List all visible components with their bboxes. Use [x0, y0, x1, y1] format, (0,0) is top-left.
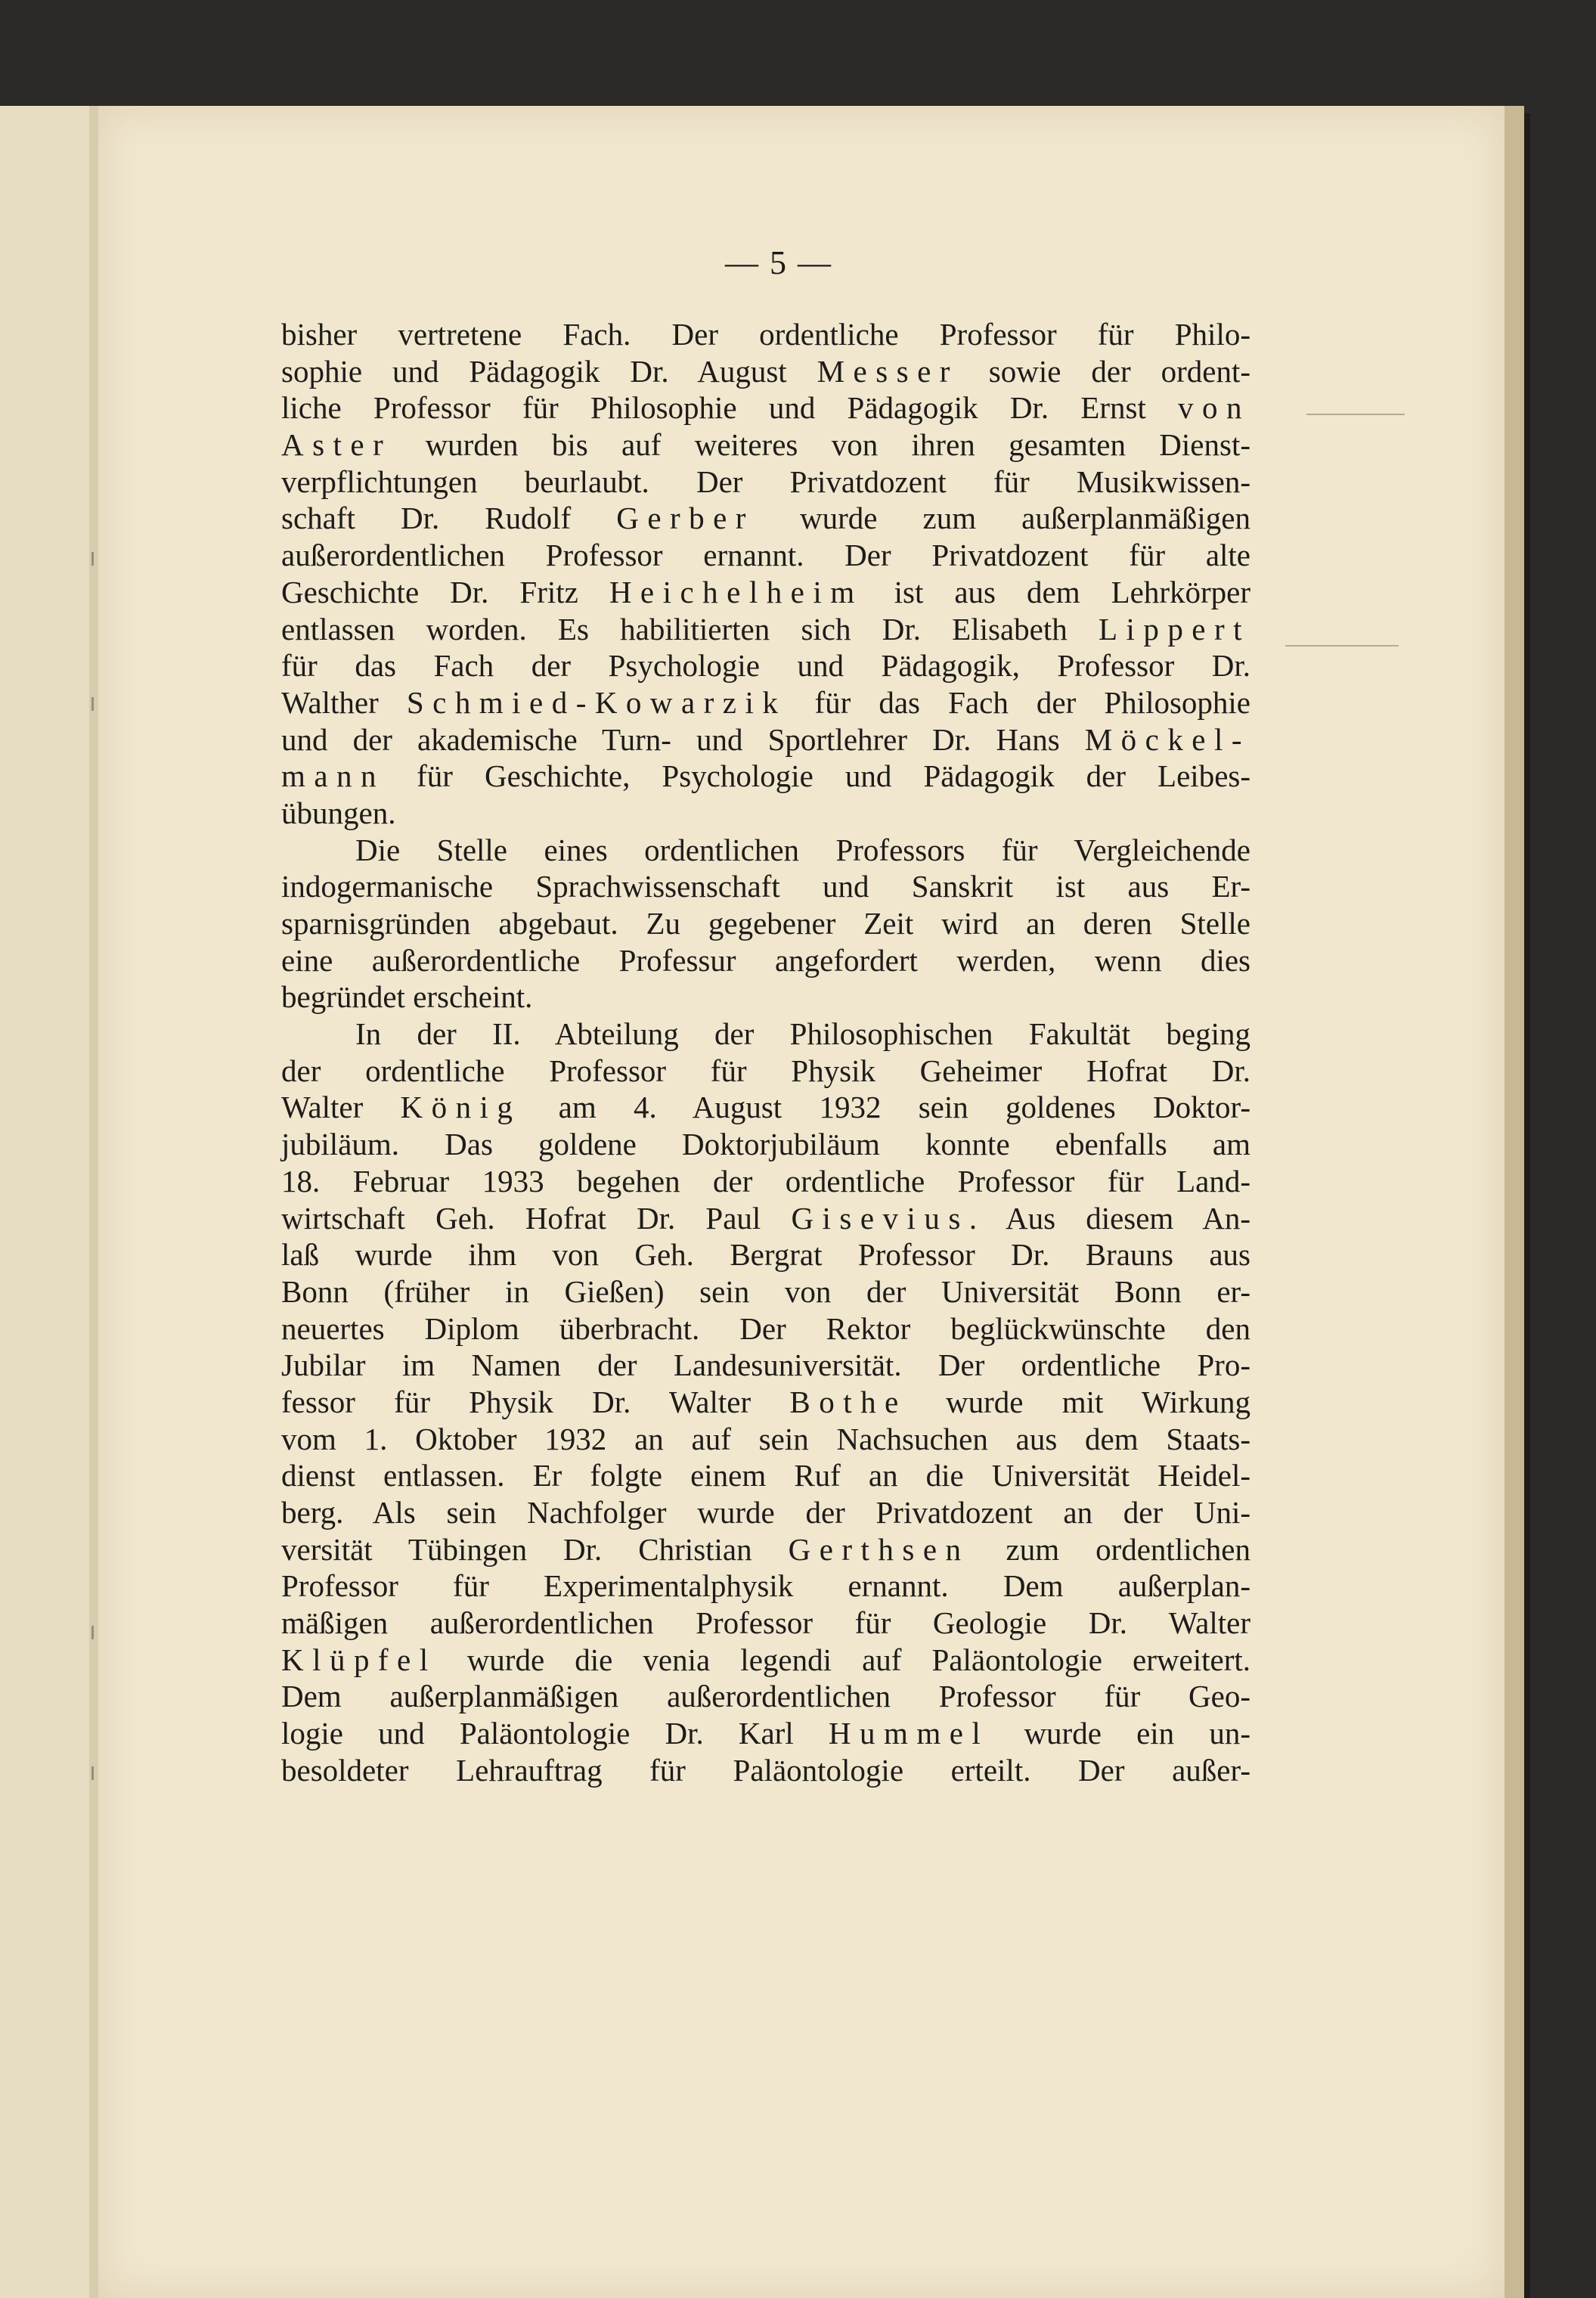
- spaced-name: Heichelheim: [609, 574, 863, 609]
- text-segment: mäßigen außerordentlichen Professor für Geologie Dr. Walter: [281, 1605, 1250, 1641]
- margin-mark: [1306, 414, 1405, 415]
- text-line: [281, 721, 1250, 758]
- text-line: [281, 1752, 1250, 1789]
- text-line: [281, 389, 1250, 426]
- text-line: [281, 1126, 1250, 1163]
- spaced-name: Bothe: [789, 1384, 907, 1419]
- text-segment: wurde die venia legendi auf Paläontologie erweitert.: [436, 1642, 1250, 1677]
- text-segment: verpflichtungen beurlaubt. Der Privatdozent für Musikwissen-: [281, 464, 1250, 499]
- text-segment: indogermanische Sprachwissenschaft und Sanskrit ist aus Er-: [281, 869, 1250, 904]
- margin-mark: [91, 1626, 94, 1639]
- text-segment: wurden bis auf weiteres von ihren gesamten Dienst-: [392, 427, 1250, 463]
- text-line: [281, 1642, 1250, 1679]
- text-segment: jubiläum. Das goldene Doktorjubiläum konnte ebenfalls am: [281, 1127, 1250, 1162]
- text-segment: logie und Paläontologie Dr. Karl: [281, 1716, 829, 1751]
- text-line: [281, 978, 1250, 1016]
- page-edge: [1505, 106, 1524, 2298]
- text-segment: besoldeter Lehrauftrag für Paläontologie erteilt. Der außer-: [281, 1752, 1250, 1788]
- text-line: [281, 1568, 1250, 1605]
- text-line: [281, 1457, 1250, 1494]
- text-line: [281, 684, 1250, 721]
- text-line: [281, 795, 1250, 832]
- text-line: [281, 353, 1250, 390]
- text-line: [281, 905, 1250, 942]
- text-segment: Dem außerplanmäßigen außerordentlichen Professor für Geo-: [281, 1679, 1250, 1714]
- text-segment: zum ordentlichen: [969, 1531, 1250, 1567]
- text-segment: dienst entlassen. Er folgte einem Ruf an die Universität Heidel-: [281, 1458, 1250, 1493]
- text-line: [281, 758, 1250, 795]
- spaced-name: Aster: [281, 427, 392, 463]
- margin-mark: [91, 697, 94, 711]
- text-segment: Jubilar im Namen der Landesuniversität. Der ordentliche Pro-: [281, 1347, 1250, 1383]
- text-segment: 18. Februar 1933 begehen der ordentliche Professor für Land-: [281, 1163, 1250, 1199]
- text-line: [281, 832, 1250, 869]
- text-line: [281, 611, 1250, 648]
- margin-mark: [91, 552, 94, 566]
- text-segment: wurde zum außerplanmäßigen: [754, 501, 1250, 536]
- text-segment: fessor für Physik Dr. Walter: [281, 1384, 790, 1419]
- text-line: [281, 1273, 1250, 1310]
- text-segment: Geschichte Dr. Fritz: [281, 574, 609, 609]
- text-line: [281, 537, 1250, 574]
- text-segment: am 4. August 1932 sein goldenes Doktor-: [521, 1090, 1250, 1125]
- spaced-name: Messer: [817, 353, 959, 389]
- body-text: [281, 316, 1250, 1789]
- text-line: [281, 1236, 1250, 1273]
- text-segment: sophie und Pädagogik Dr. August: [281, 353, 817, 389]
- text-line: [281, 1494, 1250, 1531]
- text-segment: sowie der ordent-: [958, 353, 1250, 389]
- text-segment: Bonn (früher in Gießen) sein von der Universität Bonn er-: [281, 1273, 1250, 1309]
- spaced-name: König: [400, 1090, 522, 1125]
- text-line: [281, 500, 1250, 537]
- text-line: [281, 426, 1250, 464]
- text-line: [281, 1678, 1250, 1715]
- text-line: [281, 868, 1250, 905]
- text-line: [281, 1605, 1250, 1642]
- spaced-name: Möckel-: [1084, 721, 1250, 757]
- text-segment: bisher vertretene Fach. Der ordentliche Professor für Philo-: [281, 317, 1250, 352]
- text-line: [281, 1016, 1250, 1053]
- text-segment: übungen.: [281, 795, 396, 830]
- text-segment: der ordentliche Professor für Physik Geheimer Hofrat Dr.: [281, 1053, 1250, 1088]
- margin-mark: [91, 1766, 94, 1780]
- text-segment: sparnisgründen abgebaut. Zu gegebener Zeit wird an deren Stelle: [281, 906, 1250, 941]
- spaced-name: mann: [281, 758, 386, 794]
- text-segment: eine außerordentliche Professur angefordert werden, wenn dies: [281, 942, 1250, 978]
- text-line: [281, 464, 1250, 501]
- spaced-name: Schmied-Kowarzik: [406, 684, 787, 720]
- text-segment: In der II. Abteilung der Philosophischen Fakultät beging: [355, 1016, 1250, 1052]
- spaced-name: Hummel: [828, 1716, 990, 1751]
- spaced-name: Gerber: [616, 501, 755, 536]
- text-segment: außerordentlichen Professor ernannt. Der Privatdozent für alte: [281, 538, 1250, 573]
- text-segment: für das Fach der Philosophie: [786, 684, 1251, 720]
- text-line: [281, 1310, 1250, 1347]
- text-line: [281, 574, 1250, 611]
- text-line: [281, 1053, 1250, 1090]
- text-segment: laß wurde ihm von Geh. Bergrat Professor Dr. Brauns aus: [281, 1237, 1250, 1273]
- text-line: [281, 647, 1250, 684]
- margin-mark: [1285, 645, 1399, 647]
- text-segment: liche Professor für Philosophie und Pädagogik Dr. Ernst: [281, 390, 1179, 426]
- text-segment: Professor für Experimentalphysik ernannt. Dem außerplan-: [281, 1568, 1250, 1604]
- spaced-name: Klüpfel: [281, 1642, 437, 1677]
- text-segment: vom 1. Oktober 1932 an auf sein Nachsuchen aus dem Staats-: [281, 1421, 1250, 1456]
- text-segment: berg. Als sein Nachfolger wurde der Privatdozent an der Uni-: [281, 1495, 1250, 1530]
- text-line: [281, 1163, 1250, 1200]
- text-segment: begründet erscheint.: [281, 979, 533, 1015]
- text-segment: wurde ein un-: [989, 1716, 1250, 1751]
- text-segment: und der akademische Turn- und Sportlehrer Dr. Hans: [281, 721, 1085, 757]
- text-line: [281, 1421, 1250, 1458]
- text-line: [281, 1531, 1250, 1568]
- page-number: — 5 —: [725, 244, 832, 281]
- page-edge-shadow: [1524, 113, 1530, 2298]
- text-segment: Die Stelle eines ordentlichen Professors für Vergleichende: [355, 832, 1250, 867]
- text-segment: versität Tübingen Dr. Christian: [281, 1531, 789, 1567]
- text-line: [281, 1089, 1250, 1126]
- previous-page-strip: [0, 106, 89, 2298]
- text-segment: für Geschichte, Psychologie und Pädagogik der Leibes-: [385, 758, 1250, 794]
- text-segment: neuertes Diplom überbracht. Der Rektor beglückwünschte den: [281, 1310, 1250, 1346]
- text-segment: entlassen worden. Es habilitierten sich Dr. Elisabeth: [281, 611, 1099, 647]
- text-segment: schaft Dr. Rudolf: [281, 501, 617, 536]
- text-line: [281, 316, 1250, 353]
- text-segment: für das Fach der Psychologie und Pädagogik, Professor Dr.: [281, 648, 1250, 684]
- text-segment: Walter: [281, 1090, 401, 1125]
- spaced-name: Gerthsen: [788, 1531, 970, 1567]
- spaced-name: Gisevius: [791, 1200, 969, 1236]
- text-line: [281, 1200, 1250, 1237]
- text-line: [281, 1347, 1250, 1384]
- text-line: [281, 942, 1250, 979]
- text-line: [281, 1715, 1250, 1752]
- page-gutter: [89, 106, 98, 2298]
- spaced-name: Lippert: [1098, 611, 1250, 647]
- text-segment: . Aus diesem An-: [968, 1200, 1250, 1236]
- text-segment: ist aus dem Lehrkörper: [863, 574, 1250, 609]
- spaced-name: von: [1178, 390, 1250, 426]
- text-line: [281, 1384, 1250, 1421]
- text-segment: wirtschaft Geh. Hofrat Dr. Paul: [281, 1200, 792, 1236]
- text-segment: wurde mit Wirkung: [906, 1384, 1250, 1419]
- text-segment: Walther: [281, 684, 407, 720]
